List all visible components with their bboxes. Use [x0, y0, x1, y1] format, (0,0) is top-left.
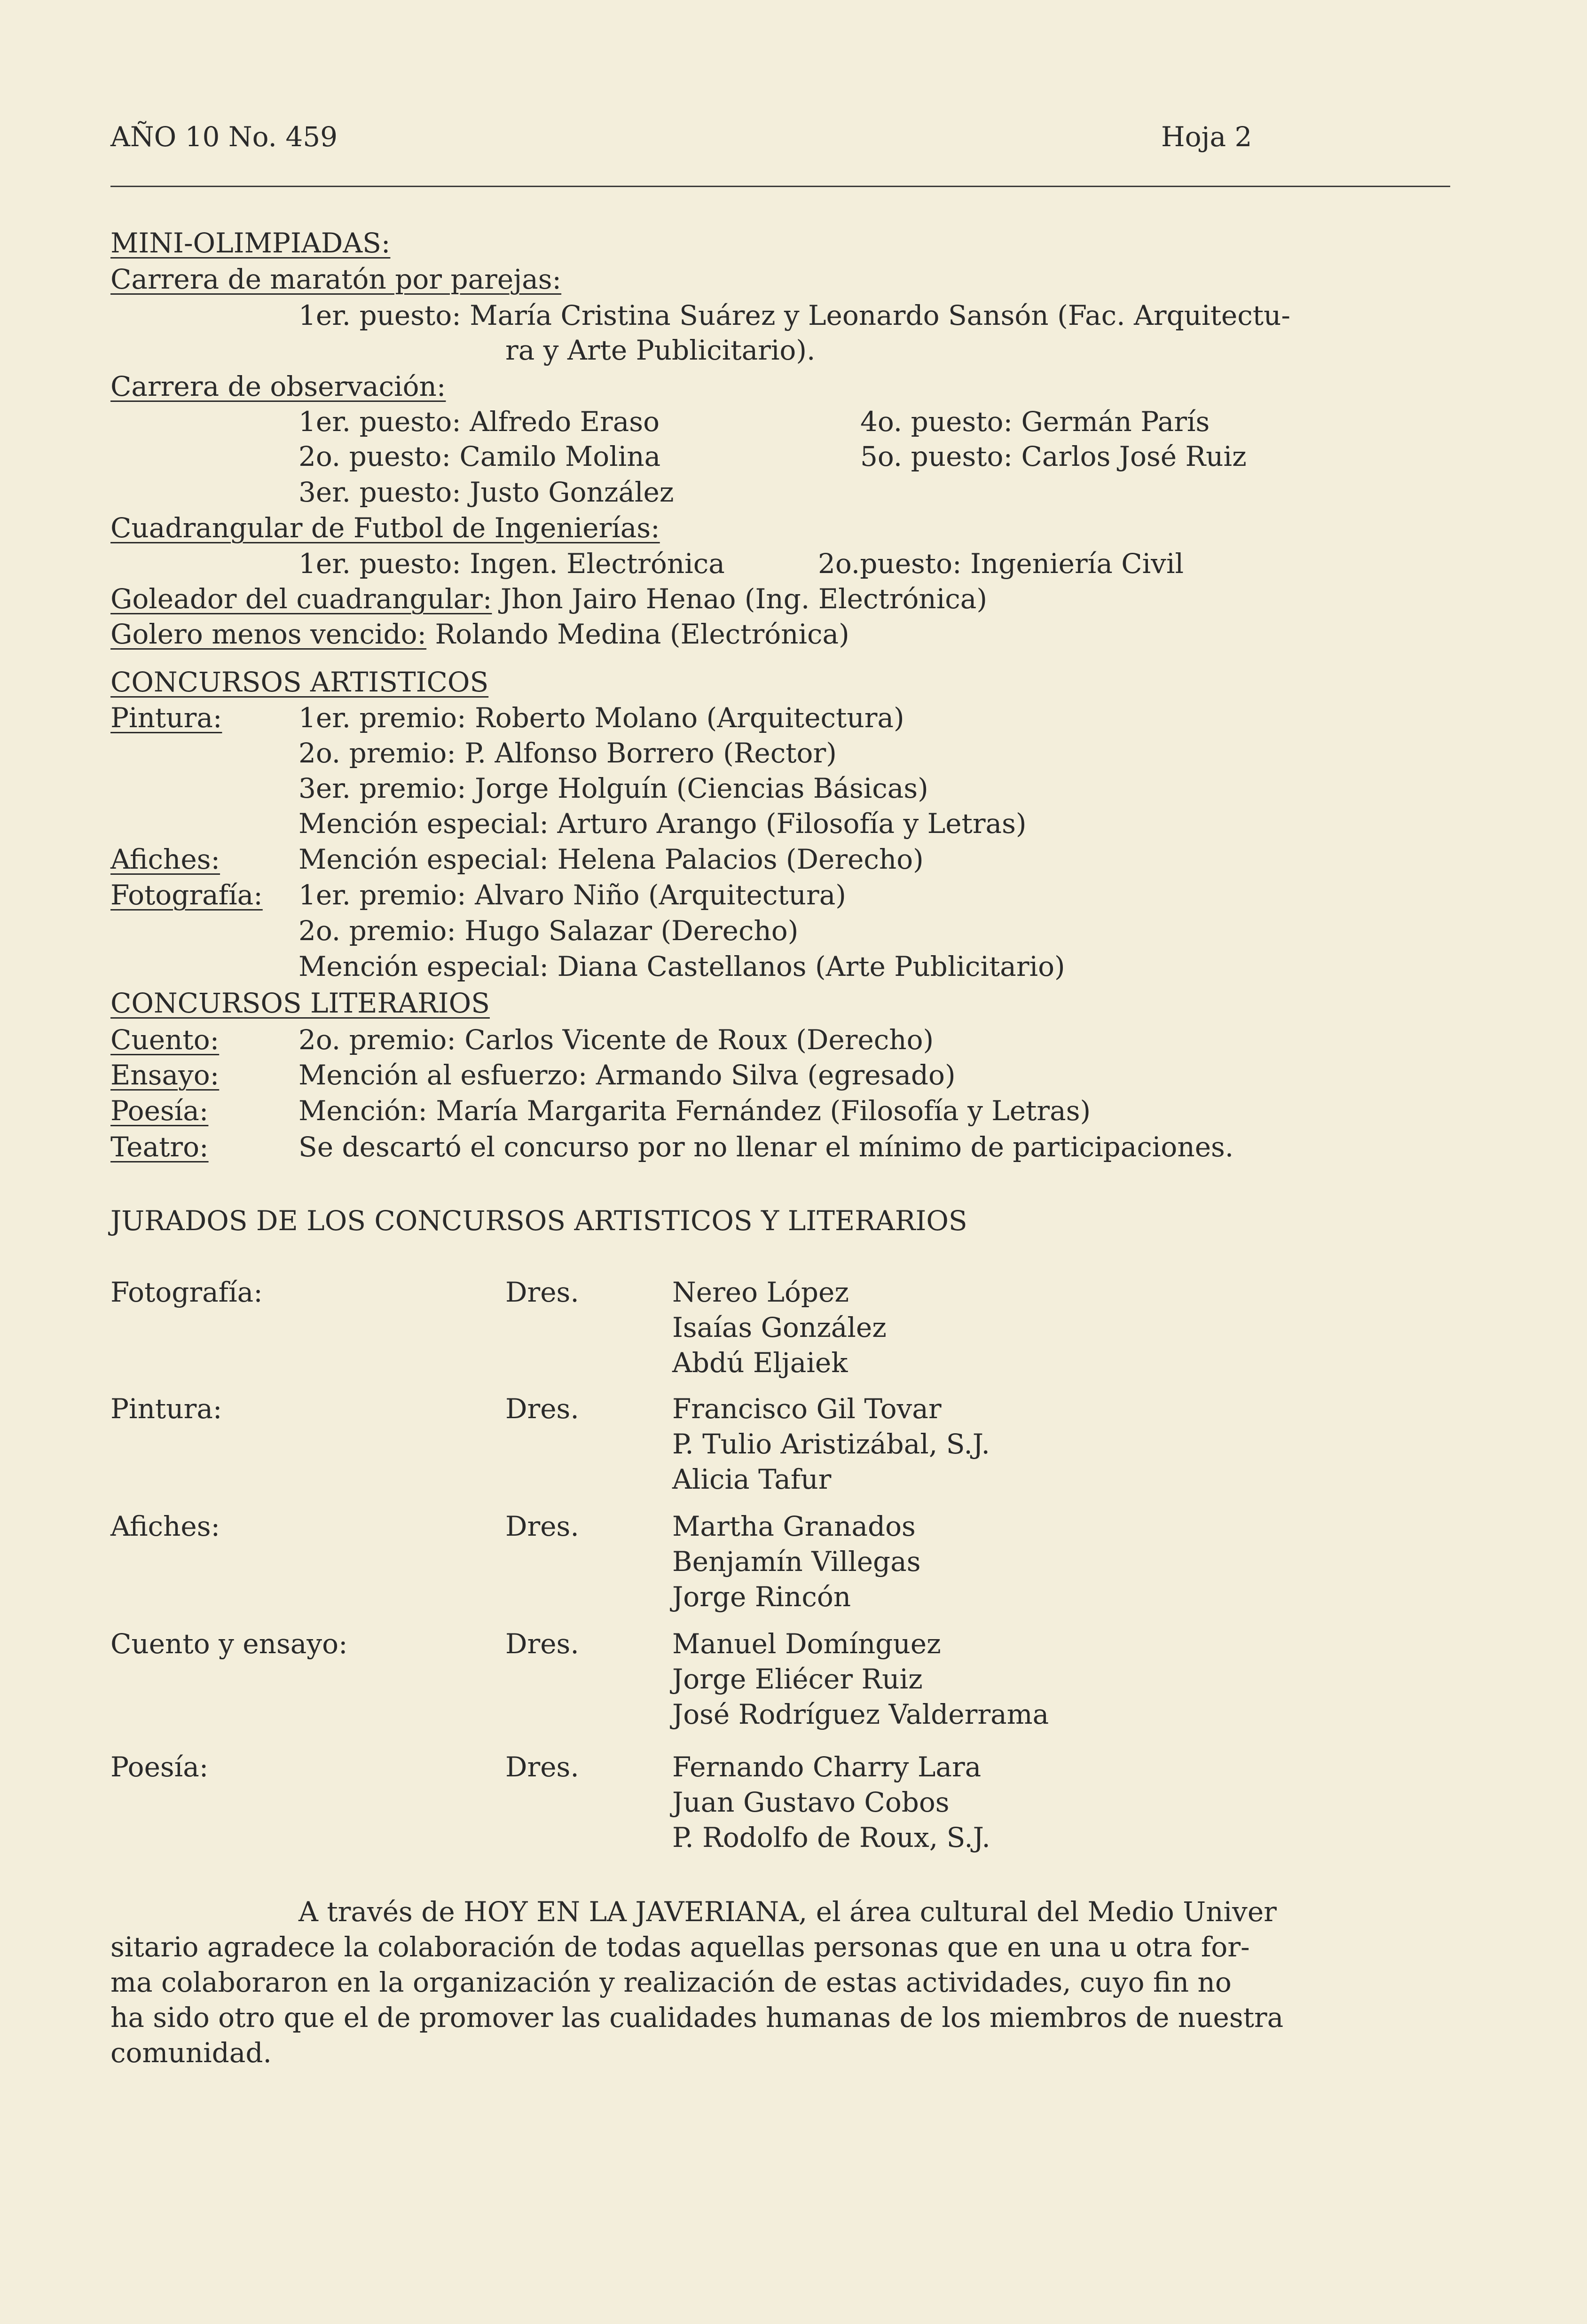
cuadrangular-label: Cuadrangular de Futbol de Ingenierías:: [110, 512, 660, 544]
fotografia-3: Mención especial: Diana Castellanos (Arte Publicitario): [299, 950, 1065, 982]
jurado-title: Dres.: [505, 1276, 579, 1308]
jurado-name: Martha Granados: [672, 1510, 916, 1542]
golero-label: Golero menos vencido:: [110, 618, 427, 650]
jurado-name: Juan Gustavo Cobos: [672, 1786, 950, 1818]
jurado-name: Jorge Rincón: [672, 1581, 851, 1613]
jurado-name: P. Rodolfo de Roux, S.J.: [672, 1822, 990, 1853]
jurado-category: Cuento y ensayo:: [110, 1628, 348, 1660]
closing-line3: ma colaboraron en la organización y realización de estas actividades, cuyo fin no: [110, 1966, 1232, 1998]
closing-line2: sitario agradece la colaboración de todas aquellas personas que en una u otra for-: [110, 1931, 1250, 1963]
observacion-p5: 5o. puesto: Carlos José Ruiz: [860, 440, 1247, 472]
observacion-p1: 1er. puesto: Alfredo Eraso: [299, 406, 660, 438]
jurado-category: Poesía:: [110, 1751, 209, 1783]
poesia-label: Poesía:: [110, 1095, 209, 1127]
afiches-1: Mención especial: Helena Palacios (Derecho): [299, 843, 924, 875]
cuadrangular-p1: 1er. puesto: Ingen. Electrónica: [299, 548, 725, 580]
ensayo-label: Ensayo:: [110, 1059, 220, 1091]
jurado-title: Dres.: [505, 1393, 579, 1425]
pintura-2: 2o. premio: P. Alfonso Borrero (Rector): [299, 737, 837, 769]
jurado-title: Dres.: [505, 1751, 579, 1783]
jurado-name: Manuel Domínguez: [672, 1628, 941, 1660]
maraton-line1: 1er. puesto: María Cristina Suárez y Leonardo Sansón (Fac. Arquitectu-: [299, 299, 1290, 331]
maraton-label: Carrera de maratón por parejas:: [110, 263, 562, 295]
jurado-name: Fernando Charry Lara: [672, 1751, 982, 1783]
header-issue: AÑO 10 No. 459: [110, 121, 338, 153]
jurado-name: Jorge Eliécer Ruiz: [672, 1663, 923, 1695]
closing-line1: A través de HOY EN LA JAVERIANA, el área cultural del Medio Univer: [299, 1896, 1277, 1928]
goleador-row: [110, 583, 987, 615]
section-title-mini: MINI-OLIMPIADAS:: [110, 227, 391, 259]
jurado-name: Alicia Tafur: [672, 1463, 832, 1495]
observacion-label: Carrera de observación:: [110, 370, 446, 402]
jurado-name: Abdú Eljaiek: [672, 1347, 848, 1379]
goleador-value: Jhon Jairo Henao (Ing. Electrónica): [500, 583, 987, 615]
section-title-literarios: CONCURSOS LITERARIOS: [110, 987, 490, 1019]
maraton-line2: ra y Arte Publicitario).: [505, 334, 816, 366]
fotografia-1: 1er. premio: Alvaro Niño (Arquitectura): [299, 879, 846, 911]
cuento-value: 2o. premio: Carlos Vicente de Roux (Derecho): [299, 1024, 934, 1056]
jurado-title: Dres.: [505, 1510, 579, 1542]
jurado-name: José Rodríguez Valderrama: [672, 1698, 1049, 1730]
ensayo-value: Mención al esfuerzo: Armando Silva (egresado): [299, 1059, 956, 1091]
golero-value: Rolando Medina (Electrónica): [435, 618, 849, 650]
section-title-jurados: JURADOS DE LOS CONCURSOS ARTISTICOS Y LITERARIOS: [110, 1205, 967, 1237]
observacion-p4: 4o. puesto: Germán París: [860, 406, 1210, 438]
jurado-category: Fotografía:: [110, 1276, 263, 1308]
afiches-label: Afiches:: [110, 843, 220, 875]
pintura-3: 3er. premio: Jorge Holguín (Ciencias Básicas): [299, 772, 928, 804]
cuento-label: Cuento:: [110, 1024, 220, 1056]
fotografia-label: Fotografía:: [110, 879, 263, 911]
jurado-category: Pintura:: [110, 1393, 222, 1425]
teatro-label: Teatro:: [110, 1131, 209, 1163]
closing-line5: comunidad.: [110, 2037, 272, 2069]
teatro-value: Se descartó el concurso por no llenar el mínimo de participaciones.: [299, 1131, 1234, 1163]
section-title-artisticos: CONCURSOS ARTISTICOS: [110, 666, 489, 698]
cuadrangular-p2: 2o.puesto: Ingeniería Civil: [818, 548, 1184, 580]
jurado-name: P. Tulio Aristizábal, S.J.: [672, 1428, 990, 1460]
closing-line4: ha sido otro que el de promover las cualidades humanas de los miembros de nuestra: [110, 2002, 1284, 2034]
pintura-4: Mención especial: Arturo Arango (Filosofía y Letras): [299, 808, 1027, 840]
header-page: Hoja 2: [1161, 121, 1252, 153]
poesia-value: Mención: María Margarita Fernández (Filosofía y Letras): [299, 1095, 1091, 1127]
golero-row: [110, 620, 849, 648]
observacion-p2: 2o. puesto: Camilo Molina: [299, 440, 661, 472]
pintura-label: Pintura:: [110, 702, 222, 734]
jurado-name: Benjamín Villegas: [672, 1546, 921, 1578]
goleador-label: Goleador del cuadrangular:: [110, 583, 492, 615]
observacion-p3: 3er. puesto: Justo González: [299, 476, 674, 508]
jurado-category: Afiches:: [110, 1510, 220, 1542]
jurado-name: Nereo López: [672, 1276, 849, 1308]
jurado-name: Isaías González: [672, 1311, 887, 1343]
jurado-name: Francisco Gil Tovar: [672, 1393, 942, 1425]
jurado-title: Dres.: [505, 1628, 579, 1660]
fotografia-2: 2o. premio: Hugo Salazar (Derecho): [299, 915, 799, 947]
pintura-1: 1er. premio: Roberto Molano (Arquitectura): [299, 702, 904, 734]
header-rule: [110, 186, 1450, 187]
